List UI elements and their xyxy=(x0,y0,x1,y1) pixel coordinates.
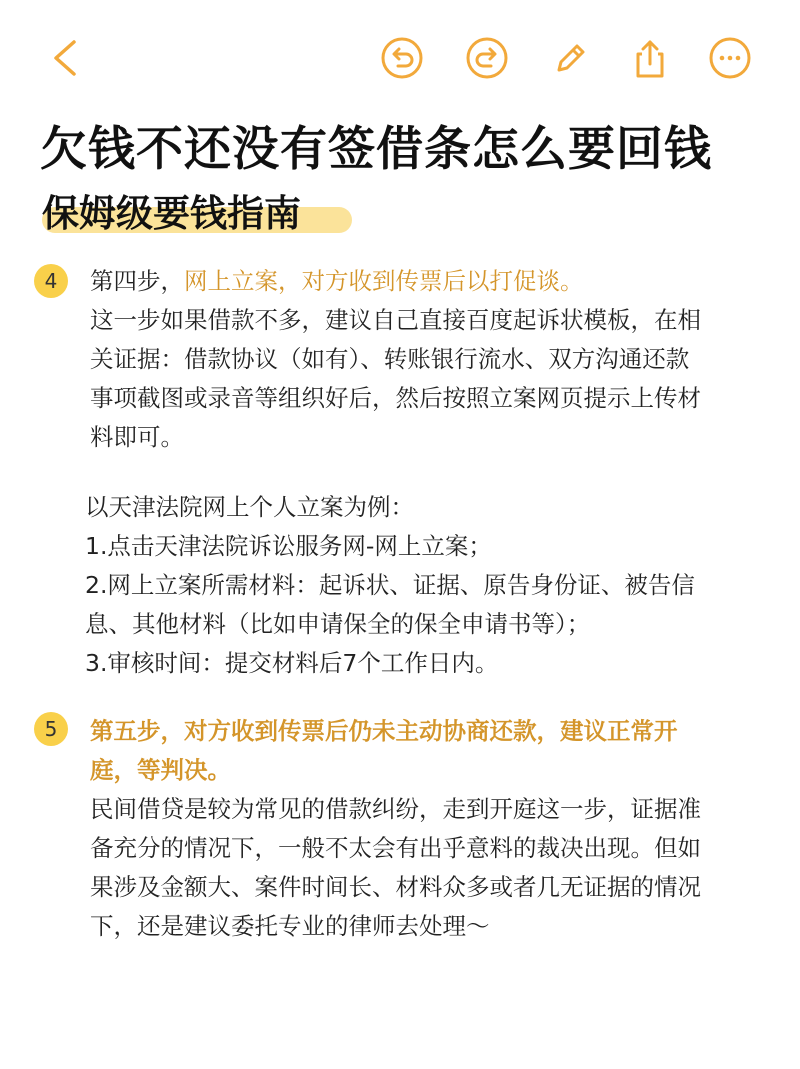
share-icon[interactable] xyxy=(628,36,672,80)
undo-icon[interactable] xyxy=(380,36,424,80)
redo-icon[interactable] xyxy=(465,36,509,80)
step-4-body-line: 料即可。 xyxy=(90,423,184,451)
step-4-heading-line xyxy=(90,262,770,301)
page-title: 欠钱不还没有签借条怎么要回钱 xyxy=(40,122,712,177)
step-4-heading: 网上立案，对方收到传票后以打促谈。 xyxy=(184,267,584,295)
step-4-text xyxy=(90,262,770,457)
back-icon[interactable] xyxy=(44,36,88,80)
example-section xyxy=(85,488,775,683)
step-5-body-line: 果涉及金额大、案件时间长、材料众多或者几无证据的情况 xyxy=(90,873,701,901)
step-number-badge: 5 xyxy=(34,712,68,746)
step-5-body-line: 民间借贷是较为常见的借款纠纷，走到开庭这一步，证据准 xyxy=(90,795,701,823)
step-4-body-line: 事项截图或录音等组织好后，然后按照立案网页提示上传材 xyxy=(90,384,701,412)
step-4-prefix: 第四步， xyxy=(90,267,184,295)
step-5-heading-line: 第五步，对方收到传票后仍未主动协商还款，建议正常开 xyxy=(90,717,678,745)
step-5-body-line: 下，还是建议委托专业的律师去处理～ xyxy=(90,912,490,940)
more-icon[interactable] xyxy=(708,36,752,80)
example-line: 息、其他材料（比如申请保全的保全申请书等）； xyxy=(85,610,591,638)
step-number-badge: 4 xyxy=(34,264,68,298)
example-line: 1.点击天津法院诉讼服务网-网上立案； xyxy=(85,532,492,560)
example-line: 3.审核时间：提交材料后7个工作日内。 xyxy=(85,649,499,677)
example-line: 2.网上立案所需材料：起诉状、证据、原告身份证、被告信 xyxy=(85,571,695,599)
step-4-body-line: 关证据：借款协议（如有）、转账银行流水、双方沟通还款 xyxy=(90,345,690,373)
step-5-heading-line: 庭，等判决。 xyxy=(90,756,231,784)
toolbar xyxy=(0,0,800,115)
page-subtitle: 保姆级要钱指南 xyxy=(42,192,301,235)
pencil-icon[interactable] xyxy=(549,36,593,80)
example-line: 以天津法院网上个人立案为例： xyxy=(85,493,414,521)
subtitle-block xyxy=(42,183,301,237)
step-4-body-line: 这一步如果借款不多，建议自己直接百度起诉状模板，在相 xyxy=(90,306,701,334)
step-5-text xyxy=(90,712,770,946)
step-5-body-line: 备充分的情况下，一般不太会有出乎意料的裁决出现。但如 xyxy=(90,834,701,862)
